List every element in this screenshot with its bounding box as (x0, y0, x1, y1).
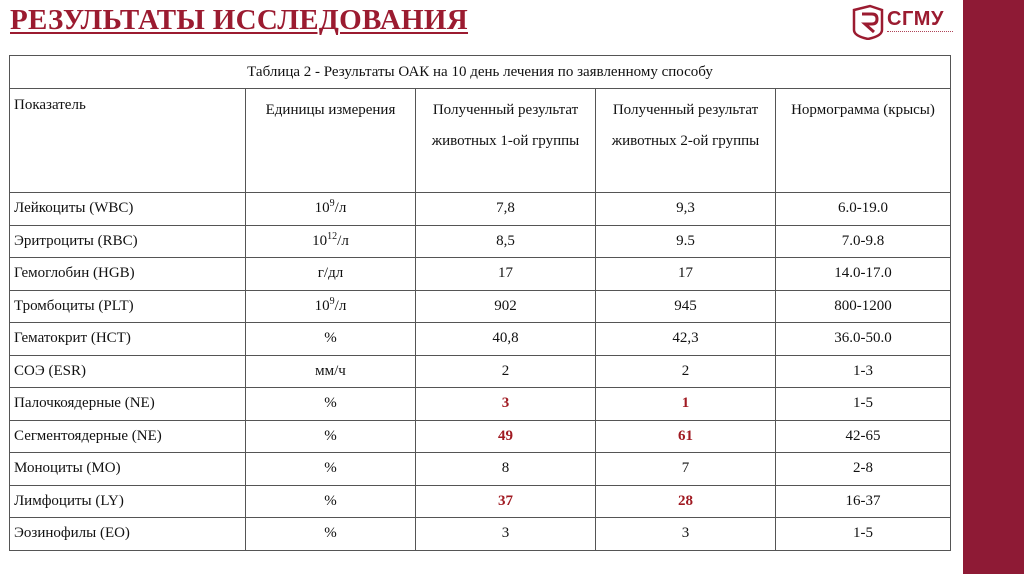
row-group-2-value: 28 (596, 485, 776, 518)
table-row (10, 355, 951, 388)
unit-base: % (324, 460, 337, 477)
row-unit (246, 518, 416, 551)
unit-base: г/дл (317, 265, 344, 282)
row-indicator: Тромбоциты (PLT) (10, 290, 246, 323)
unit-exponent: 12 (327, 230, 338, 242)
row-indicator: СОЭ (ESR) (10, 355, 246, 388)
logo-text: СГМУ (887, 8, 944, 30)
row-group-2-value: 2 (596, 355, 776, 388)
unit-tail: /л (334, 200, 347, 217)
table-row (10, 258, 951, 291)
row-norm: 7.0-9.8 (776, 225, 951, 258)
row-group-2-value: 42,3 (596, 323, 776, 356)
row-group-2-value: 945 (596, 290, 776, 323)
row-norm: 36.0-50.0 (776, 323, 951, 356)
row-group-2-value: 3 (596, 518, 776, 551)
logo-subtitle-decoration (887, 31, 953, 34)
row-unit (246, 420, 416, 453)
table-caption-row (10, 56, 951, 89)
row-indicator: Гемоглобин (HGB) (10, 258, 246, 291)
unit-base: 10 (314, 297, 330, 314)
unit-base: 10 (314, 200, 330, 217)
row-indicator: Лимфоциты (LY) (10, 485, 246, 518)
row-group-2-value: 61 (596, 420, 776, 453)
unit-tail: /л (334, 297, 347, 314)
unit-base: 10 (312, 232, 328, 249)
row-norm: 1-3 (776, 355, 951, 388)
row-unit (246, 388, 416, 421)
row-group-2-value: 1 (596, 388, 776, 421)
row-unit (246, 258, 416, 291)
page-title: РЕЗУЛЬТАТЫ ИССЛЕДОВАНИЯ (10, 4, 469, 36)
table-row (10, 323, 951, 356)
unit-base: мм/ч (315, 362, 346, 379)
unit-base: % (324, 427, 337, 444)
table-row (10, 518, 951, 551)
row-indicator: Эозинофилы (EO) (10, 518, 246, 551)
row-indicator: Палочкоядерные (NE) (10, 388, 246, 421)
results-table (9, 55, 951, 551)
unit-exponent: 9 (329, 295, 335, 307)
header-units: Единицы измерения (246, 89, 416, 193)
row-group-2-value: 7 (596, 453, 776, 486)
row-unit (246, 290, 416, 323)
row-unit (246, 485, 416, 518)
row-indicator: Лейкоциты (WBC) (10, 193, 246, 226)
row-group-1-value: 40,8 (416, 323, 596, 356)
row-unit (246, 453, 416, 486)
unit-base: % (324, 330, 337, 347)
table-row (10, 388, 951, 421)
table-row (10, 193, 951, 226)
row-group-1-value: 902 (416, 290, 596, 323)
header-group-2: Полученный результат животных 2-ой группы (596, 89, 776, 193)
row-group-1-value: 2 (416, 355, 596, 388)
row-indicator: Эритроциты (RBC) (10, 225, 246, 258)
row-group-2-value: 9.5 (596, 225, 776, 258)
row-unit (246, 225, 416, 258)
row-norm: 1-5 (776, 388, 951, 421)
table-row (10, 420, 951, 453)
row-group-2-value: 9,3 (596, 193, 776, 226)
row-unit (246, 193, 416, 226)
row-group-1-value: 7,8 (416, 193, 596, 226)
row-group-2-value: 17 (596, 258, 776, 291)
row-norm: 6.0-19.0 (776, 193, 951, 226)
row-indicator: Моноциты (MO) (10, 453, 246, 486)
row-norm: 1-5 (776, 518, 951, 551)
header-indicator: Показатель (10, 89, 246, 193)
table-row (10, 485, 951, 518)
header-norm: Нормограмма (крысы) (776, 89, 951, 193)
unit-exponent: 9 (329, 198, 335, 210)
unit-base: % (324, 492, 337, 509)
row-group-1-value: 37 (416, 485, 596, 518)
unit-base: % (324, 525, 337, 542)
table-row (10, 290, 951, 323)
row-group-1-value: 8,5 (416, 225, 596, 258)
row-group-1-value: 3 (416, 388, 596, 421)
row-norm: 2-8 (776, 453, 951, 486)
row-group-1-value: 17 (416, 258, 596, 291)
row-norm: 16-37 (776, 485, 951, 518)
row-norm: 800-1200 (776, 290, 951, 323)
row-indicator: Гематокрит (HCT) (10, 323, 246, 356)
table-row (10, 453, 951, 486)
table-caption: Таблица 2 - Результаты ОАК на 10 день лечения по заявленному способу (10, 56, 951, 89)
row-unit (246, 323, 416, 356)
table-header-row (10, 89, 951, 193)
row-group-1-value: 3 (416, 518, 596, 551)
accent-sidebar (963, 0, 1024, 574)
table-row (10, 225, 951, 258)
unit-base: % (324, 395, 337, 412)
unit-tail: /л (337, 232, 349, 249)
row-indicator: Сегментоядерные (NE) (10, 420, 246, 453)
row-norm: 42-65 (776, 420, 951, 453)
row-unit (246, 355, 416, 388)
row-group-1-value: 49 (416, 420, 596, 453)
header-group-1: Полученный результат животных 1-ой группы (416, 89, 596, 193)
row-norm: 14.0-17.0 (776, 258, 951, 291)
row-group-1-value: 8 (416, 453, 596, 486)
